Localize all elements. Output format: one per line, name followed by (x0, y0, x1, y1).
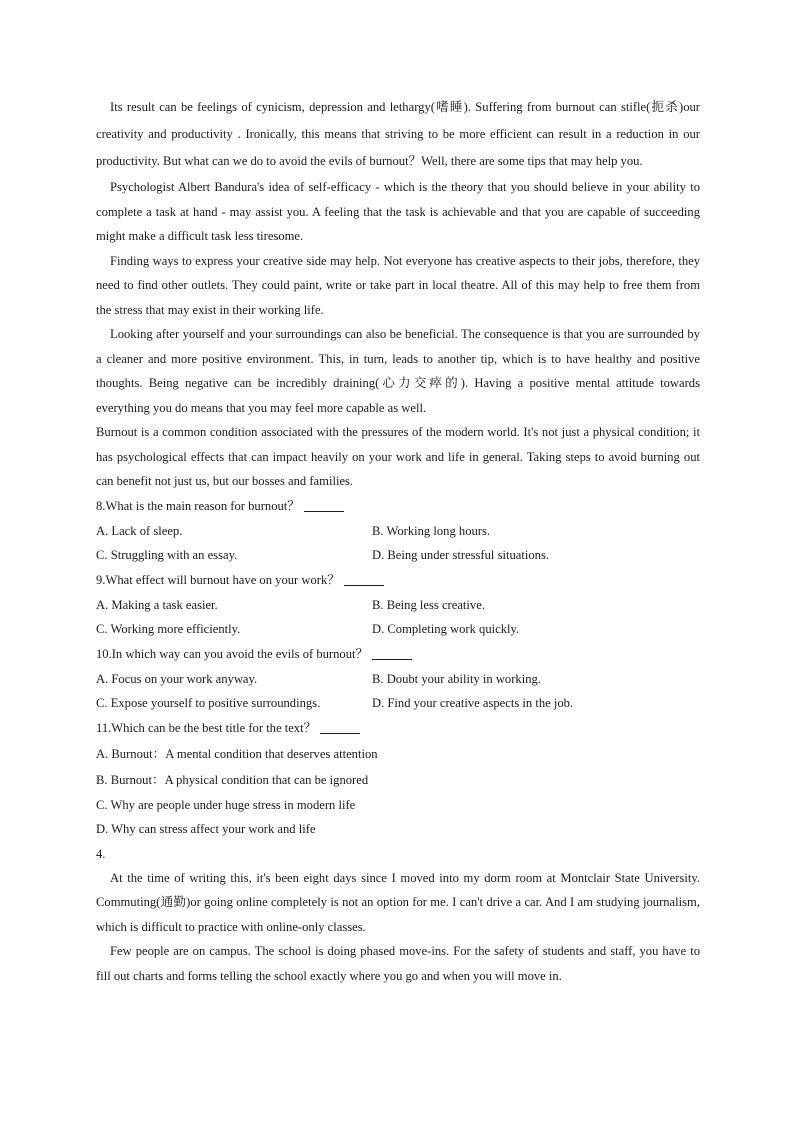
question-11 (96, 716, 700, 741)
question-8-option-d[interactable]: D. Being under stressful situations. (372, 548, 549, 562)
question-11-option-c[interactable]: C. Why are people under huge stress in modern life (96, 797, 356, 812)
question-10-stem: 10.In which way can you avoid the evils of burnout？ (96, 646, 369, 661)
question-8 (96, 494, 700, 519)
passage-paragraph-3: Finding ways to express your creative side may help. Not everyone has creative aspects to their jobs, therefore, they need to find other outlets. They could paint, write or take part in local theatre. All of this may help to free them from the stress that may exist in their working life. (96, 253, 700, 317)
section-number: 4. (96, 846, 106, 861)
question-11-option-b[interactable]: B. Burnout：A physical condition that can be ignored (96, 772, 369, 787)
section4-paragraph-1: At the time of writing this, it's been eight days since I moved into my dorm room at Montclair State University. Commuting(通勤)or going online completely is not an option for me. I can't drive a car. And I am studying journalism, which is difficult to practice with online-only classes. (96, 870, 700, 934)
question-9-option-c[interactable]: C. Working more efficiently. (96, 622, 241, 636)
answer-blank-8[interactable] (304, 497, 344, 512)
question-11-option-d[interactable]: D. Why can stress affect your work and life (96, 822, 316, 836)
question-8-option-b[interactable]: B. Working long hours. (372, 523, 491, 538)
answer-blank-11[interactable] (320, 719, 360, 734)
passage-paragraph-4: Looking after yourself and your surroundings can also be beneficial. The consequence is that you are surrounded by a cleaner and more positive environment. This, in turn, leads to another tip, which is to have healthy and positive thoughts. Being negative can be incredibly draining(心力交瘁的). Having a positive mental attitude towards everything you do means that you may feel more capable as well. (96, 327, 700, 415)
question-10-option-b[interactable]: B. Doubt your ability in working. (372, 671, 541, 686)
question-9-option-a[interactable]: A. Making a task easier. (96, 597, 218, 612)
section4-paragraph-2: Few people are on campus. The school is doing phased move-ins. For the safety of students and staff, you have to fill out charts and forms telling the school exactly where you go and when you will move in. (96, 944, 700, 983)
question-9-stem: 9.What effect will burnout have on your work？ (96, 572, 340, 587)
document-page (96, 94, 700, 988)
question-11-option-a[interactable]: A. Burnout：A mental condition that deserves attention (96, 746, 378, 761)
question-9 (96, 568, 700, 593)
passage-paragraph-5: Burnout is a common condition associated with the pressures of the modern world. It's not just a physical condition; it has psychological effects that can impact heavily on your work and life in general. Taking steps to avoid burning out can benefit not just us, but our bosses and families. (96, 425, 700, 488)
question-10-option-c[interactable]: C. Expose yourself to positive surroundings. (96, 696, 321, 710)
question-9-options (96, 593, 700, 642)
question-10-options (96, 667, 700, 716)
question-9-option-d[interactable]: D. Completing work quickly. (372, 622, 520, 636)
passage-paragraph-1: Its result can be feelings of cynicism, depression and lethargy(嗜睡). Suffering from burnout can stifle(扼杀)our creativity and productivity . Ironically, this means that striving to be more efficient can result in a reduction in our productivity. But what can we do to avoid the evils of burnout？Well, there are some tips that may help you. (96, 100, 700, 168)
question-9-option-b[interactable]: B. Being less creative. (372, 597, 485, 612)
question-10 (96, 642, 700, 667)
question-11-stem: 11.Which can be the best title for the text？ (96, 720, 317, 735)
passage-paragraph-2: Psychologist Albert Bandura's idea of self-efficacy - which is the theory that you should believe in your ability to complete a task at hand - may assist you. A feeling that the task is achievable and that you are capable of succeeding might make a difficult task less tiresome. (96, 180, 700, 243)
question-8-option-a[interactable]: A. Lack of sleep. (96, 523, 183, 538)
answer-blank-10[interactable] (372, 645, 412, 660)
question-10-option-d[interactable]: D. Find your creative aspects in the job. (372, 696, 574, 710)
question-8-option-c[interactable]: C. Struggling with an essay. (96, 548, 238, 562)
question-8-stem: 8.What is the main reason for burnout？ (96, 498, 300, 513)
answer-blank-9[interactable] (344, 571, 384, 586)
question-10-option-a[interactable]: A. Focus on your work anyway. (96, 671, 258, 686)
question-8-options (96, 519, 700, 568)
